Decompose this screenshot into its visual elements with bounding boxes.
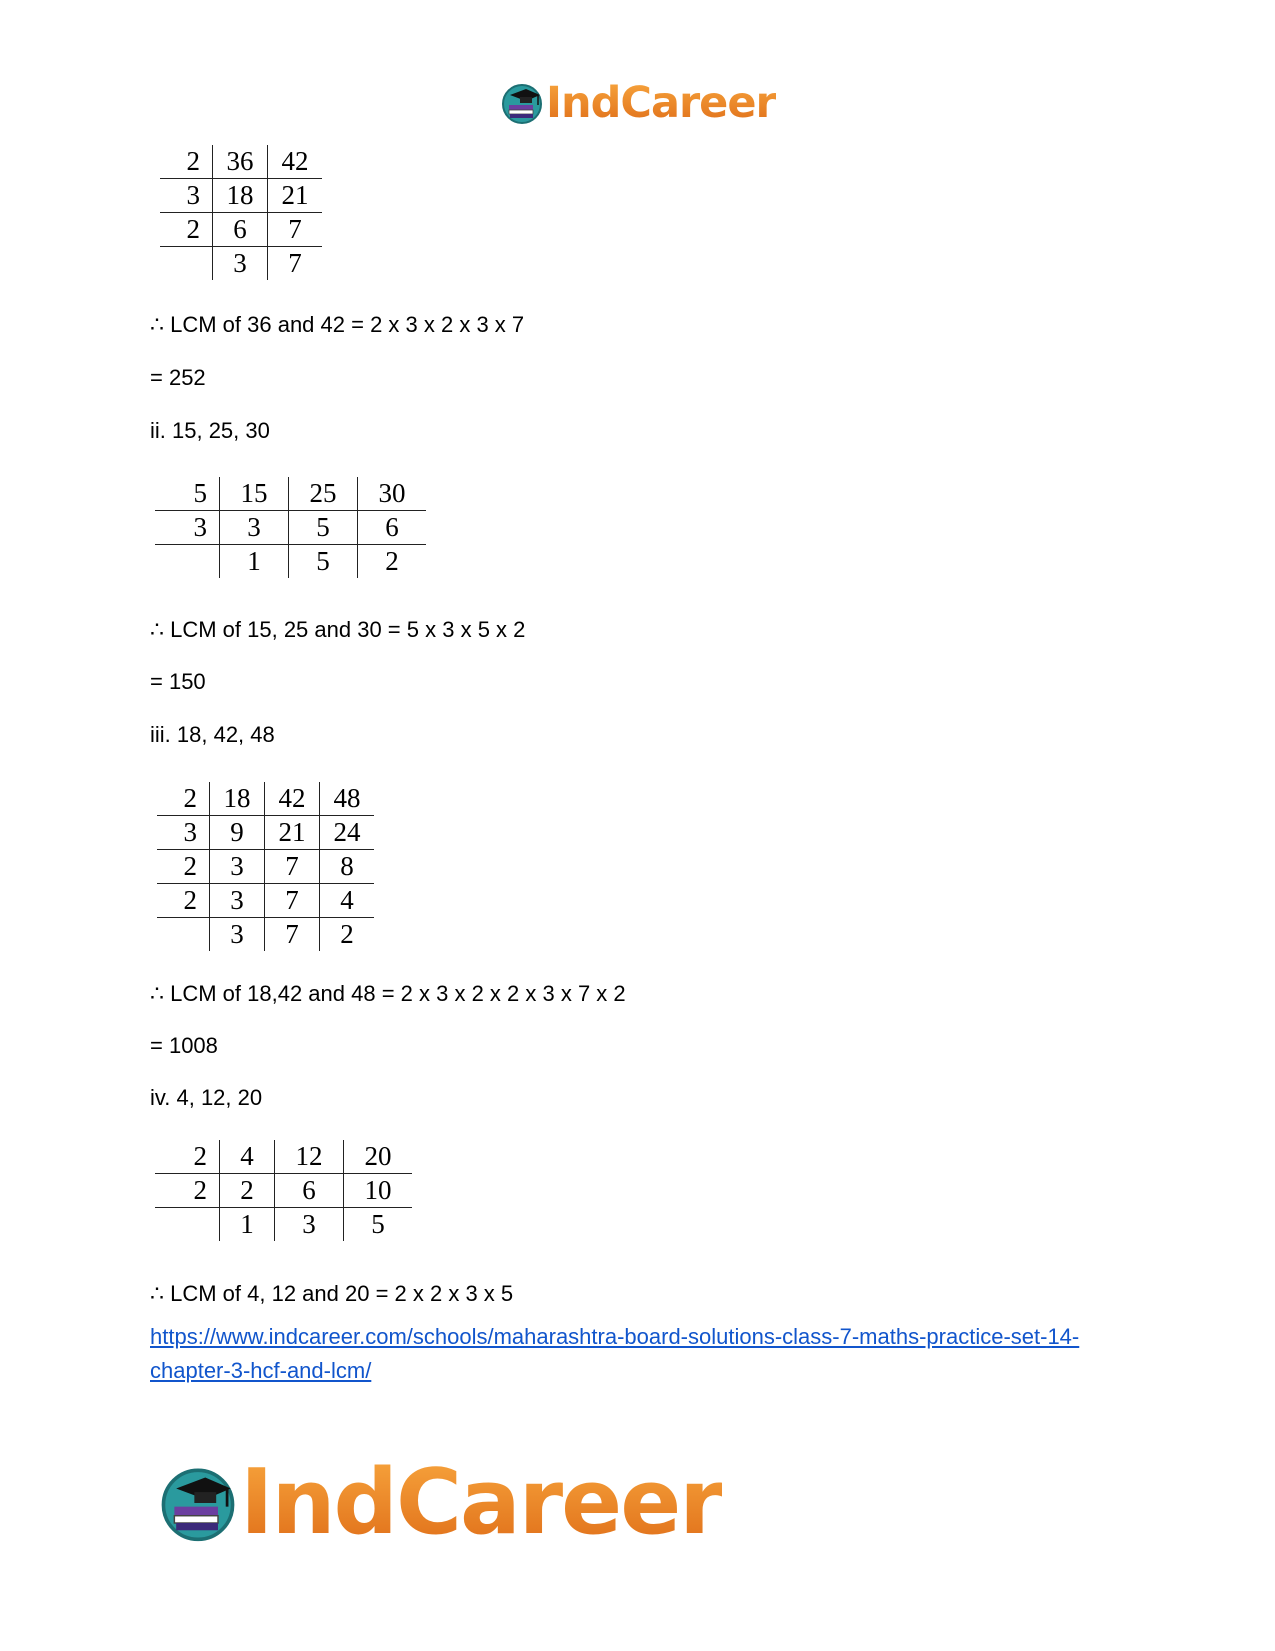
quotient-cell: 30 — [358, 477, 427, 511]
division-row — [155, 477, 426, 511]
source-link[interactable]: https://www.indcareer.com/schools/maharashtra-board-solutions-class-7-maths-practice-set-14-chapter-3-hcf-and-lcm/ — [150, 1324, 1080, 1383]
quotient-cell: 4 — [220, 1140, 275, 1174]
division-table-18-42-48 — [157, 782, 374, 951]
quotient-cell: 2 — [358, 545, 427, 579]
quotient-cell: 10 — [344, 1174, 413, 1208]
result-line: ∴ LCM of 15, 25 and 30 = 5 x 3 x 5 x 2 — [150, 617, 526, 642]
quotient-cell: 3 — [210, 850, 265, 884]
division-row — [157, 918, 374, 952]
quotient-cell: 20 — [344, 1140, 413, 1174]
quotient-cell: 25 — [289, 477, 358, 511]
quotient-cell: 7 — [265, 918, 320, 952]
value-line: = 150 — [150, 669, 206, 694]
division-row — [157, 816, 374, 850]
header-logo — [500, 78, 776, 128]
divisor-cell: 2 — [157, 782, 210, 816]
division-row — [155, 511, 426, 545]
quotient-cell: 42 — [268, 145, 323, 179]
divisor-cell — [155, 1208, 220, 1242]
quotient-cell: 1 — [220, 1208, 275, 1242]
divisor-cell: 3 — [160, 179, 213, 213]
divisor-cell: 2 — [155, 1140, 220, 1174]
quotient-cell: 18 — [210, 782, 265, 816]
quotient-cell: 3 — [213, 247, 268, 281]
quotient-cell: 3 — [275, 1208, 344, 1242]
quotient-cell: 3 — [210, 884, 265, 918]
value-line: = 1008 — [150, 1033, 218, 1058]
quotient-cell: 12 — [275, 1140, 344, 1174]
quotient-cell: 9 — [210, 816, 265, 850]
quotient-cell: 3 — [220, 511, 289, 545]
division-row — [157, 850, 374, 884]
divisor-cell: 2 — [157, 850, 210, 884]
quotient-cell: 36 — [213, 145, 268, 179]
quotient-cell: 15 — [220, 477, 289, 511]
quotient-cell: 1 — [220, 545, 289, 579]
division-row — [157, 884, 374, 918]
divisor-cell: 2 — [160, 213, 213, 247]
divisor-cell: 3 — [155, 511, 220, 545]
divisor-cell: 2 — [155, 1174, 220, 1208]
divisor-cell: 2 — [157, 884, 210, 918]
quotient-cell: 2 — [220, 1174, 275, 1208]
divisor-cell: 2 — [160, 145, 213, 179]
graduation-cap-book-icon — [158, 1463, 238, 1543]
division-row — [160, 247, 322, 281]
quotient-cell: 3 — [210, 918, 265, 952]
quotient-cell: 2 — [320, 918, 375, 952]
divisor-cell: 5 — [155, 477, 220, 511]
quotient-cell: 7 — [265, 850, 320, 884]
quotient-cell: 6 — [213, 213, 268, 247]
division-row — [155, 545, 426, 579]
divisor-cell — [157, 918, 210, 952]
division-row — [157, 782, 374, 816]
quotient-cell: 6 — [275, 1174, 344, 1208]
section-title: iii. 18, 42, 48 — [150, 722, 275, 747]
section-title: iv. 4, 12, 20 — [150, 1085, 263, 1110]
result-line: ∴ LCM of 4, 12 and 20 = 2 x 2 x 3 x 5 — [150, 1281, 514, 1306]
footer-logo — [158, 1450, 722, 1555]
result-line: ∴ LCM of 36 and 42 = 2 x 3 x 2 x 3 x 7 — [150, 312, 525, 337]
result-line: ∴ LCM of 18,42 and 48 = 2 x 3 x 2 x 2 x 3 x 7 x 2 — [150, 981, 626, 1006]
division-table-36-42 — [160, 145, 322, 280]
brand-name: IndCareer — [546, 77, 776, 128]
division-row — [160, 213, 322, 247]
quotient-cell: 5 — [289, 511, 358, 545]
division-table-4-12-20 — [155, 1140, 412, 1241]
quotient-cell: 7 — [268, 247, 323, 281]
division-row — [155, 1140, 412, 1174]
division-row — [155, 1174, 412, 1208]
divisor-cell — [155, 545, 220, 579]
quotient-cell: 18 — [213, 179, 268, 213]
quotient-cell: 21 — [268, 179, 323, 213]
quotient-cell: 8 — [320, 850, 375, 884]
quotient-cell: 5 — [289, 545, 358, 579]
quotient-cell: 6 — [358, 511, 427, 545]
quotient-cell: 7 — [268, 213, 323, 247]
quotient-cell: 48 — [320, 782, 375, 816]
divisor-cell — [160, 247, 213, 281]
quotient-cell: 5 — [344, 1208, 413, 1242]
division-table-15-25-30 — [155, 477, 426, 578]
division-row — [160, 179, 322, 213]
brand-name: IndCareer — [240, 1450, 722, 1555]
quotient-cell: 21 — [265, 816, 320, 850]
quotient-cell: 7 — [265, 884, 320, 918]
value-line: = 252 — [150, 365, 206, 390]
division-row — [160, 145, 322, 179]
section-title: ii. 15, 25, 30 — [150, 418, 270, 443]
quotient-cell: 4 — [320, 884, 375, 918]
graduation-cap-book-icon — [500, 81, 544, 125]
quotient-cell: 42 — [265, 782, 320, 816]
quotient-cell: 24 — [320, 816, 375, 850]
divisor-cell: 3 — [157, 816, 210, 850]
division-row — [155, 1208, 412, 1242]
